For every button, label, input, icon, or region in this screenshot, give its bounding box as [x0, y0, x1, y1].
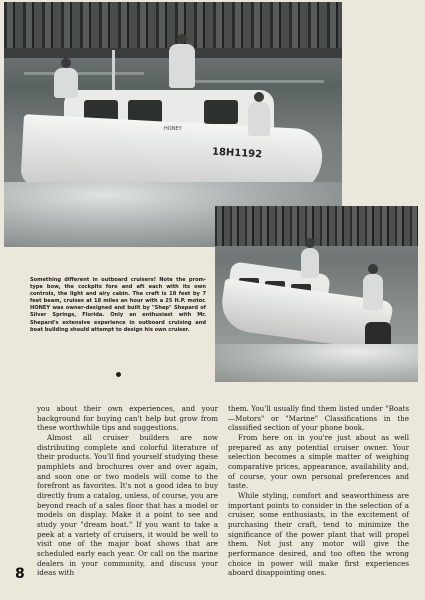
person-figure: [54, 68, 78, 98]
boat-name-label: HONEY: [164, 126, 182, 132]
paragraph: Almost all cruiser builders are now distributing complete and colorful literature of their products. You'll find yourself studying these pamphlets and brochures over and over again, and soon one or two models will come to the forefront as favorites. It's not a good idea to buy directly from a catalog, unless, of course, you are beyond reach of a sales floor that has a model or models on display. Make it a point to see and study your "dream boat." If you want to take a peek at a variety of cruisers, it would be well to visit one of the major boat shows that are scheduled early each year. Or call on the marine dealers in your community, and discuss your ideas with: [37, 432, 218, 578]
person-figure: [301, 248, 319, 278]
photo-caption: Something different in outboard cruisers! Note the prom-type bow, the cockpits fore and aft each with its own controls, the light and airy cabin. The craft is 18 feet by 7 feet beam, cruises at 18 miles an hour with a 25 H.P. motor. HONEY was owner-designed and built by "Shep" Shepard of Silver Springs, Florida. Only an enthusiast with Mr. Shepard's extensive experience in outboard cruising and boat building should attempt to design his own cruiser.: [30, 277, 206, 333]
flag-pole: [112, 50, 115, 90]
photo-cruiser-side-view: [215, 206, 418, 382]
person-figure: [169, 44, 195, 88]
paragraph: you about their own experiences, and your background for buying can't help but grow from these worthwhile tips and suggestions.: [37, 404, 218, 433]
article-column-left: [37, 404, 218, 578]
page-number: 8: [15, 566, 25, 582]
article-column-right: [228, 404, 409, 578]
person-figure: [363, 274, 383, 310]
paragraph: While styling, comfort and seaworthiness are important points to consider in the selection of a cruiser, some enthusiasts, in the excitement of purchasing their craft, tend to minimize the significance of the power plant that will propel them. Not just any motor will give the performance desired, and too often the wrong choice in power will make first experiences aboard disappointing ones.: [228, 490, 409, 578]
paragraph: them. You'll usually find them listed under "Boats—Motors" or "Marine" Classifications in the classified section of your phone book.: [228, 404, 409, 433]
boat-registration-number: 18H1192: [211, 146, 263, 161]
paragraph: From here on in you're just about as well prepared as any potential cruiser owner. Your selection becomes a simple matter of weighing comparative prices, appearance, availability and, of course, your own personal preferences and taste.: [228, 432, 409, 491]
bullet-dot: [116, 372, 121, 377]
person-figure: [248, 102, 270, 136]
